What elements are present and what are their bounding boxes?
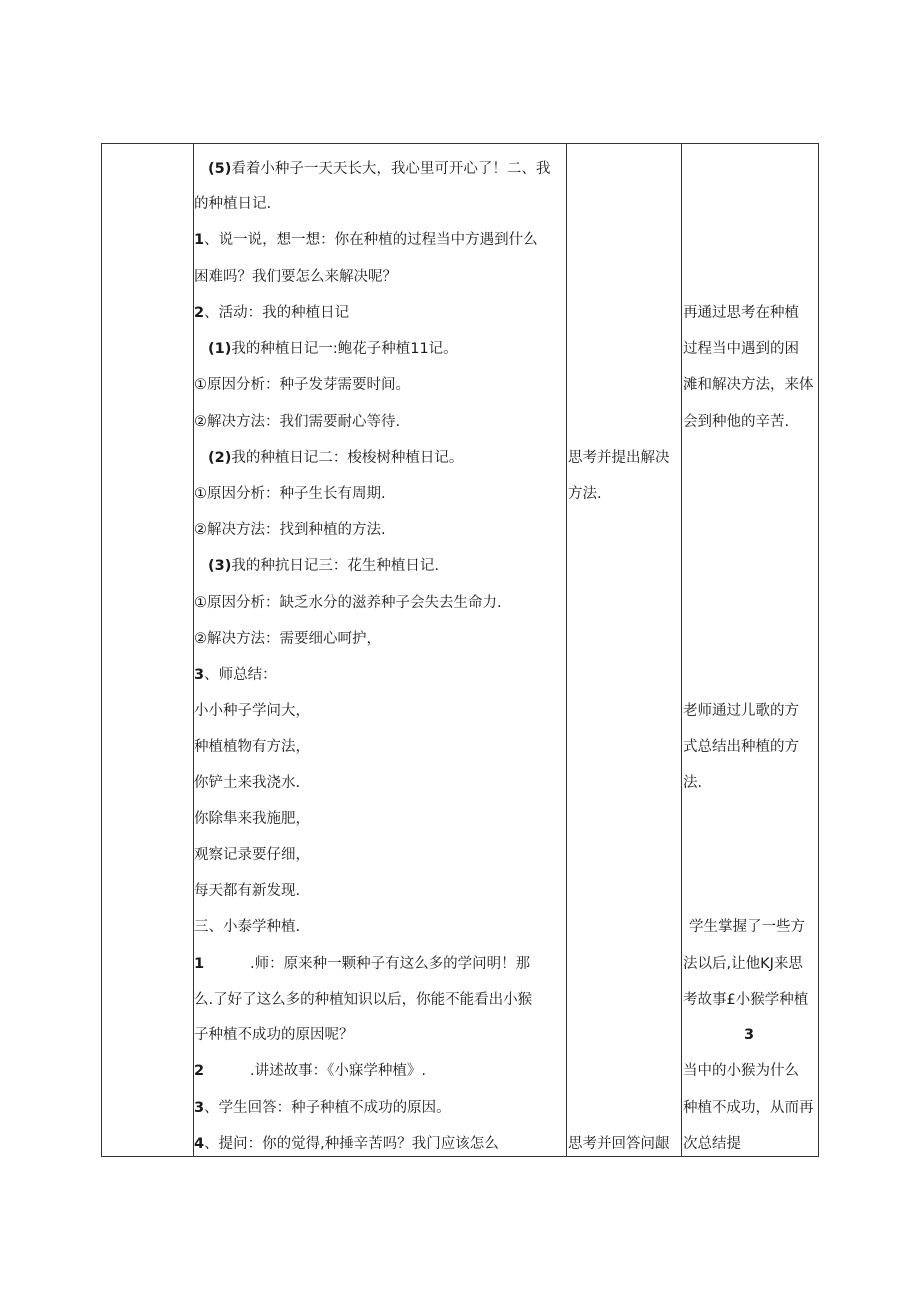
text-line: 2、活动：我的种植日记 (194, 305, 350, 321)
text-line: 学生掌握了一些方 (689, 919, 805, 935)
text-line: 会到种他的辛苦. (683, 414, 790, 430)
text-line: (5)看着小种子一天天长大，我心里可开心了！二、我 (208, 161, 551, 177)
text-line: 1 .师：原来种一颗种子有这么多的学问明！那 (194, 956, 531, 972)
text-line: ②解决方法：需要细心呵护， (194, 631, 381, 647)
text-line: 考故事£小猴学种植 (683, 992, 809, 1008)
text-line: 法以后,让他KJ来思 (683, 956, 803, 972)
text-line: 种植植物有方法， (194, 739, 310, 755)
text-line: ①原因分析：种子发芽需要时间。 (194, 377, 410, 393)
column-divider (681, 144, 682, 1156)
text-line: 的种植日记. (194, 196, 272, 212)
text-line: (3)我的种抗日记三：花生种植日记. (208, 558, 439, 574)
text-line: 三、小泰学种植. (194, 919, 301, 935)
text-line: 思考并提出解决 (568, 450, 670, 466)
text-line: (2)我的种植日记二：梭梭树种植日记。 (208, 450, 464, 466)
text-line: 思考并回答问龈 (568, 1136, 670, 1152)
text-line: ②解决方法：找到种植的方法. (194, 522, 386, 538)
text-line: 再通过思考在种植 (683, 305, 799, 321)
text-line: 老师通过儿歌的方 (683, 703, 799, 719)
text-line: 式总结出种植的方 (683, 739, 799, 755)
text-line: 你除隼来我施肥， (194, 811, 310, 827)
text-line: ②解决方法：我们需要耐心等待. (194, 414, 401, 430)
text-line: 2 .讲述故事：《小寐学种植》. (194, 1063, 426, 1079)
text-line: 子种植不成功的原因呢？ (194, 1027, 354, 1043)
text-line: 你铲土来我浇水. (194, 775, 301, 791)
text-line: 么.了好了这么多的种植知识以后，你能不能看出小猴 (194, 992, 533, 1008)
text-line: (1)我的种植日记一:鲍花子种植11记。 (208, 341, 458, 357)
text-line: 法. (683, 775, 703, 791)
text-line: 次总结提 (683, 1136, 741, 1152)
text-line: 每天都有新发现. (194, 883, 301, 899)
text-line: 种植不成功，从而再 (683, 1100, 814, 1116)
text-line: 方法. (568, 486, 602, 502)
text-line: 4、提问：你的觉得,种捶辛苦吗？我门应该怎么 (194, 1136, 499, 1152)
text-line: 小小种子学问大， (194, 703, 310, 719)
text-line: 当中的小猴为什么 (683, 1063, 799, 1079)
text-line: 1、说一说，想一想：你在种植的过程当中方遇到什么 (194, 232, 538, 248)
column-divider (566, 144, 567, 1156)
text-line: 3、师总结： (194, 667, 277, 683)
text-line: 3 (743, 1027, 755, 1043)
text-line: 3、学生回答：种子种植不成功的原因。 (194, 1100, 451, 1116)
text-line: ①原因分析：种子生长有周期. (194, 486, 386, 502)
text-line: ①原因分析：缺乏水分的滋养种子会失去生命力. (194, 595, 502, 611)
text-line: 困难吗？我们要怎么来解决呢？ (194, 269, 397, 285)
text-line: 观察记录要仔细， (194, 847, 310, 863)
text-line: 过程当中遇到的困 (683, 341, 799, 357)
text-line: 滩和解决方法，来体 (683, 377, 814, 393)
